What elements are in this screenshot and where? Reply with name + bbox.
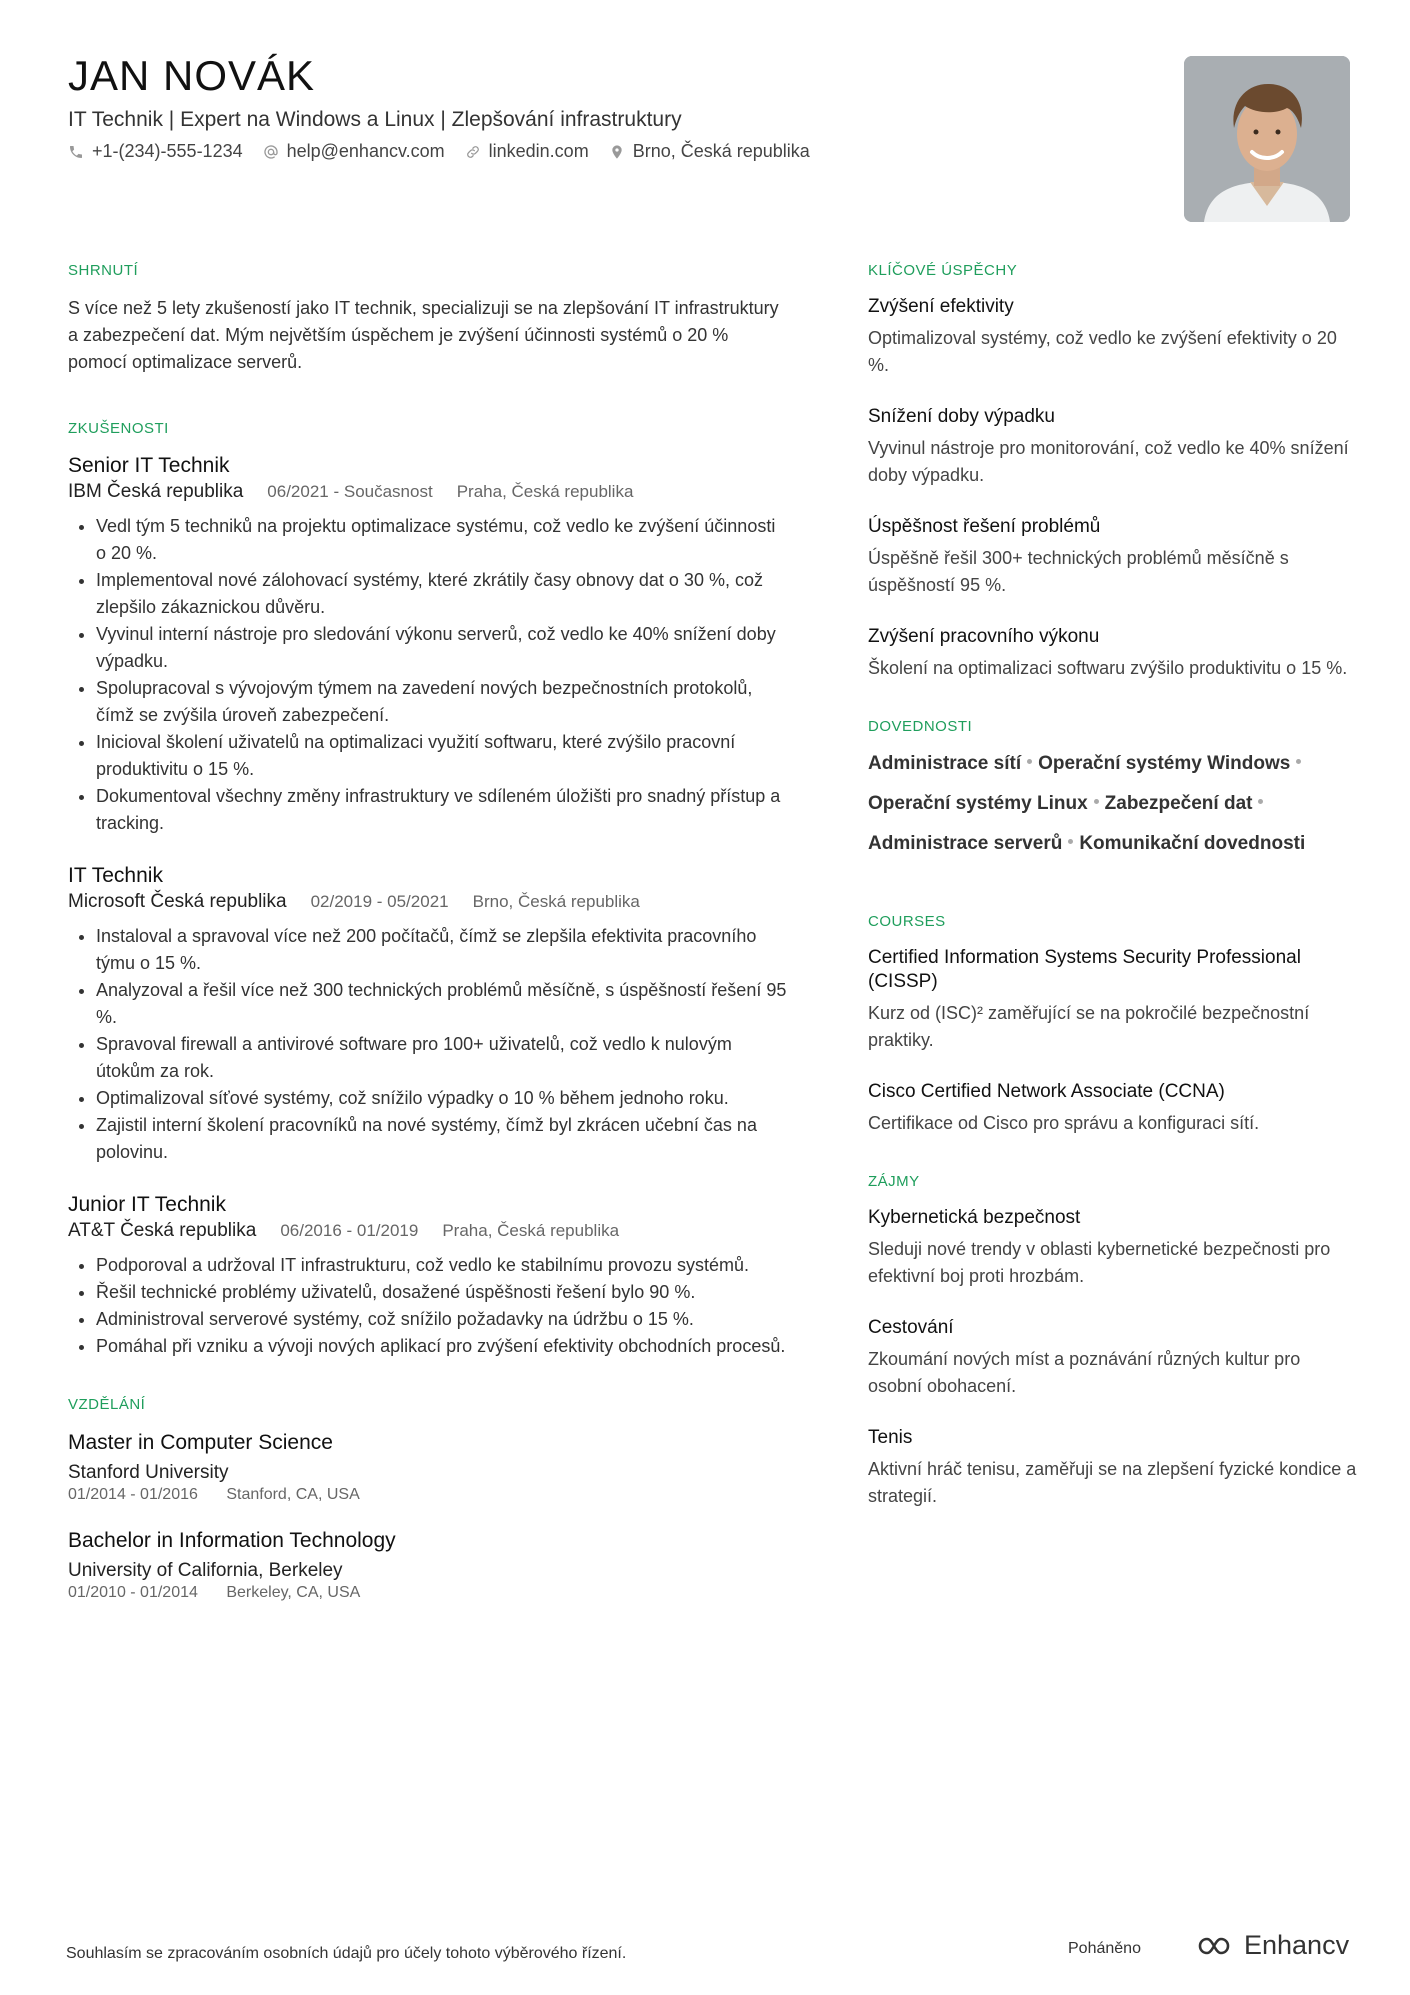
education-school: Stanford University xyxy=(68,1462,229,1483)
enhancv-logo-icon xyxy=(1188,1933,1234,1959)
achievement-item xyxy=(868,295,1358,379)
contact-bar xyxy=(68,141,810,162)
job-bullets xyxy=(68,923,788,1166)
skills-heading: DOVEDNOSTI xyxy=(868,718,973,735)
achievements-heading: KLÍČOVÉ ÚSPĚCHY xyxy=(868,262,1018,279)
contact-email-text[interactable]: help@enhancv.com xyxy=(286,141,445,161)
job-location: Praha, Česká republika xyxy=(456,482,634,501)
education-heading: VZDĚLÁNÍ xyxy=(68,1396,146,1413)
achievement-item xyxy=(868,405,1358,489)
phone-icon xyxy=(68,144,84,160)
job-date: 06/2016 - 01/2019 xyxy=(280,1221,419,1240)
job-bullet: • Zajistil interní školení pracovníků na nové systémy, čímž byl zkrácen učební čas na polovinu. xyxy=(96,1112,788,1166)
interests-section xyxy=(868,1173,1358,1510)
interest-title: Cestování xyxy=(868,1317,954,1338)
job-bullet: • Analyzoval a řešil více než 300 technických problémů měsíčně, s úspěšností řešení 95 %. xyxy=(96,977,788,1031)
job-bullet: • Administroval serverové systémy, což snížilo požadavky na údržbu o 15 %. xyxy=(96,1306,788,1333)
job-location: Brno, Česká republika xyxy=(472,892,640,911)
skills-list xyxy=(868,751,1358,857)
separator-dot-icon xyxy=(1027,759,1032,764)
at-icon xyxy=(263,144,279,160)
interest-item xyxy=(868,1426,1358,1510)
achievement-title: Snížení doby výpadku xyxy=(868,406,1055,427)
separator-dot-icon xyxy=(1094,799,1099,804)
separator-dot-icon xyxy=(1068,839,1073,844)
experience-heading: ZKUŠENOSTI xyxy=(68,420,169,437)
contact-phone xyxy=(68,141,243,162)
achievement-desc: Školení na optimalizaci softwaru zvýšilo produktivitu o 15 %. xyxy=(868,658,1348,678)
contact-location-text: Brno, Česká republika xyxy=(632,141,810,161)
course-title: Cisco Certified Network Associate (CCNA) xyxy=(868,1081,1225,1102)
interest-desc: Sleduji nové trendy v oblasti kybernetické bezpečnosti pro efektivní boj proti hrozbám. xyxy=(868,1239,1331,1286)
contact-linkedin[interactable] xyxy=(465,141,589,162)
job-bullet: • Inicioval školení uživatelů na optimalizaci využití softwaru, které zvýšilo pracovní produktivitu o 15 %. xyxy=(96,729,788,783)
right-column xyxy=(868,262,1358,1554)
interest-title: Tenis xyxy=(868,1427,913,1448)
job-meta xyxy=(68,889,788,915)
education-meta xyxy=(68,1583,788,1603)
interest-desc: Zkoumání nových míst a poznávání různých kultur pro osobní obohacení. xyxy=(868,1349,1301,1396)
skill-tag xyxy=(868,791,1105,817)
summary-section xyxy=(68,262,788,376)
job-company: AT&T Česká republika xyxy=(68,1220,257,1241)
job-bullets xyxy=(68,513,788,837)
skill-label: Zabezpečení dat xyxy=(1104,793,1253,814)
skill-label: Komunikační dovednosti xyxy=(1079,833,1306,854)
enhancv-brand-text: Enhancv xyxy=(1244,1930,1350,1960)
job-entry xyxy=(68,863,788,1166)
interest-title: Kybernetická bezpečnost xyxy=(868,1207,1081,1228)
candidate-headline: IT Technik | Expert na Windows a Linux | Zlepšování infrastruktury xyxy=(68,108,682,131)
separator-dot-icon xyxy=(1258,799,1263,804)
powered-by-label: Poháněno xyxy=(1068,1940,1141,1957)
skill-tag xyxy=(868,751,1038,777)
job-date: 06/2021 - Současnost xyxy=(267,482,433,501)
job-bullet: • Podporoval a udržoval IT infrastrukturu, což vedlo ke stabilnímu provozu systémů. xyxy=(96,1252,788,1279)
education-location: Stanford, CA, USA xyxy=(226,1486,360,1503)
location-pin-icon xyxy=(609,144,625,160)
job-meta xyxy=(68,479,788,505)
experience-section xyxy=(68,420,788,1360)
education-date: 01/2010 - 01/2014 xyxy=(68,1584,198,1601)
profile-photo xyxy=(1184,56,1350,222)
job-company: Microsoft Česká republika xyxy=(68,891,287,912)
link-icon xyxy=(465,144,481,160)
job-entry xyxy=(68,453,788,837)
job-title: Junior IT Technik xyxy=(68,1193,226,1216)
interest-item xyxy=(868,1316,1358,1400)
job-date: 02/2019 - 05/2021 xyxy=(310,892,449,911)
job-meta xyxy=(68,1218,788,1244)
achievement-desc: Úspěšně řešil 300+ technických problémů měsíčně s úspěšností 95 %. xyxy=(868,548,1289,595)
education-meta xyxy=(68,1485,788,1505)
skill-label: Operační systémy Windows xyxy=(1038,753,1291,774)
job-title: IT Technik xyxy=(68,864,163,887)
achievement-title: Zvýšení efektivity xyxy=(868,296,1014,317)
course-item xyxy=(868,1080,1358,1137)
skill-label: Administrace sítí xyxy=(868,753,1022,774)
contact-phone-text: +1-(234)-555-1234 xyxy=(92,141,243,161)
skill-label: Operační systémy Linux xyxy=(868,793,1088,814)
course-desc: Certifikace od Cisco pro správu a konfiguraci sítí. xyxy=(868,1113,1260,1133)
job-bullet: • Vedl tým 5 techniků na projektu optimalizace systému, což vedlo ke zvýšení účinnosti o 20 %. xyxy=(96,513,788,567)
achievements-section xyxy=(868,262,1358,682)
courses-section xyxy=(868,913,1358,1137)
achievement-title: Zvýšení pracovního výkonu xyxy=(868,626,1100,647)
job-bullet: • Optimalizoval síťové systémy, což snížilo výpadky o 10 % během jednoho roku. xyxy=(96,1085,788,1112)
skill-tag xyxy=(1038,751,1307,777)
courses-heading: COURSES xyxy=(868,913,946,930)
summary-text: S více než 5 lety zkušeností jako IT technik, specializuji se na zlepšování IT infrastruktury a zabezpečení dat. Mým největším úspěchem je zvýšení účinnosti systémů o 20 % pomocí optimalizace serverů. xyxy=(68,298,779,372)
job-bullet: • Dokumentoval všechny změny infrastruktury ve sdíleném úložišti pro snadný přístup a tracking. xyxy=(96,783,788,837)
education-degree: Bachelor in Information Technology xyxy=(68,1529,396,1552)
education-location: Berkeley, CA, USA xyxy=(226,1584,361,1601)
skill-tag xyxy=(868,831,1079,857)
achievement-desc: Optimalizoval systémy, což vedlo ke zvýšení efektivity o 20 %. xyxy=(868,328,1337,375)
education-school: University of California, Berkeley xyxy=(68,1560,343,1581)
achievement-item xyxy=(868,515,1358,599)
course-item xyxy=(868,946,1358,1054)
skill-tag xyxy=(1079,831,1305,857)
achievement-item xyxy=(868,625,1358,682)
job-entry xyxy=(68,1192,788,1360)
separator-dot-icon xyxy=(1296,759,1301,764)
job-bullet: • Pomáhal při vzniku a vývoji nových aplikací pro zvýšení efektivity obchodních procesů. xyxy=(96,1333,788,1360)
course-desc: Kurz od (ISC)² zaměřující se na pokročilé bezpečnostní praktiky. xyxy=(868,1003,1310,1050)
interest-item xyxy=(868,1206,1358,1290)
consent-text: Souhlasím se zpracováním osobních údajů pro účely tohoto výběrového řízení. xyxy=(66,1945,627,1962)
interests-heading: ZÁJMY xyxy=(868,1173,920,1190)
enhancv-logo[interactable] xyxy=(1188,1930,1349,1961)
job-bullet: • Implementoval nové zálohovací systémy, které zkrátily časy obnovy dat o 30 %, což zlepšilo zákaznickou důvěru. xyxy=(96,567,788,621)
summary-heading: SHRNUTÍ xyxy=(68,262,139,279)
skill-tag xyxy=(1105,791,1270,817)
education-degree: Master in Computer Science xyxy=(68,1431,333,1454)
achievement-desc: Vyvinul nástroje pro monitorování, což vedlo ke 40% snížení doby výpadku. xyxy=(868,438,1349,485)
job-location: Praha, Česká republika xyxy=(442,1221,620,1240)
left-column xyxy=(68,262,788,1647)
job-bullets xyxy=(68,1252,788,1360)
job-company: IBM Česká republika xyxy=(68,481,244,502)
contact-email[interactable] xyxy=(263,141,445,162)
contact-location xyxy=(609,141,810,162)
education-date: 01/2014 - 01/2016 xyxy=(68,1486,198,1503)
education-entry xyxy=(68,1527,788,1603)
skills-section xyxy=(868,718,1358,857)
job-bullet: • Spolupracoval s vývojovým týmem na zavedení nových bezpečnostních protokolů, čímž se zvýšila úroveň zabezpečení. xyxy=(96,675,788,729)
job-bullet: • Spravoval firewall a antivirové software pro 100+ uživatelů, což vedlo k nulovým útokům za rok. xyxy=(96,1031,788,1085)
candidate-name: JAN NOVÁK xyxy=(68,52,316,99)
job-bullet: • Instaloval a spravoval více než 200 počítačů, čímž se zlepšila efektivita pracovního týmu o 15 %. xyxy=(96,923,788,977)
job-title: Senior IT Technik xyxy=(68,454,230,477)
job-bullet: • Řešil technické problémy uživatelů, dosažené úspěšnosti řešení bylo 90 %. xyxy=(96,1279,788,1306)
education-section xyxy=(68,1396,788,1603)
contact-linkedin-text[interactable]: linkedin.com xyxy=(488,141,589,161)
skill-label: Administrace serverů xyxy=(868,833,1063,854)
education-entry xyxy=(68,1429,788,1505)
interest-desc: Aktivní hráč tenisu, zaměřuji se na zlepšení fyzické kondice a strategií. xyxy=(868,1459,1357,1506)
achievement-title: Úspěšnost řešení problémů xyxy=(868,516,1101,537)
job-bullet: • Vyvinul interní nástroje pro sledování výkonu serverů, což vedlo ke 40% snížení doby výpadku. xyxy=(96,621,788,675)
course-title: Certified Information Systems Security Professional (CISSP) xyxy=(868,947,1301,992)
